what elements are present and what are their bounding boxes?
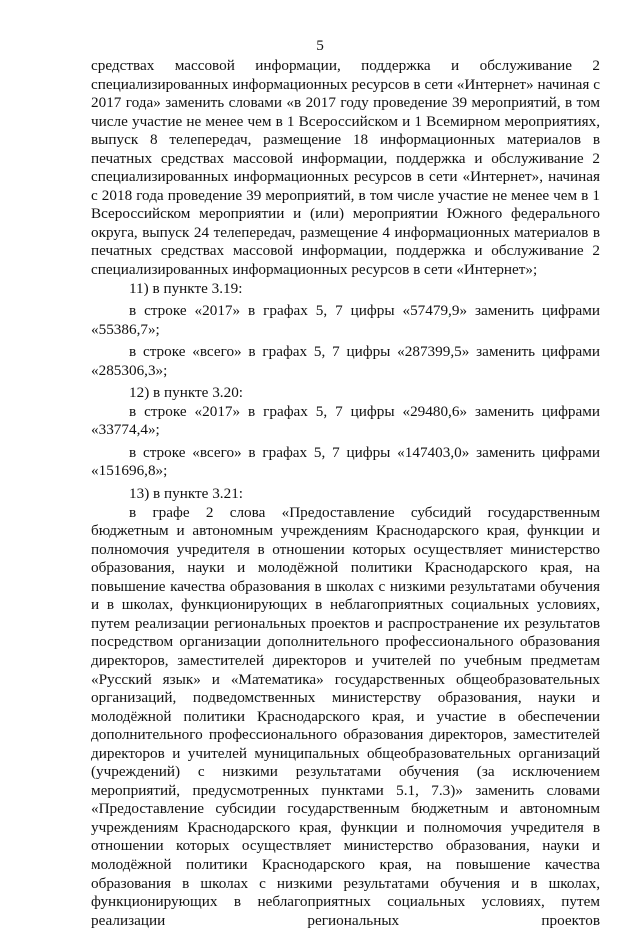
paragraph-item-13: 13) в пункте 3.21: <box>129 485 244 503</box>
paragraph-item-12: 12) в пункте 3.20: <box>129 384 244 402</box>
page-number: 5 <box>316 37 324 54</box>
paragraph-item-12-row-2017: в строке «2017» в графах 5, 7 цифры «29480,6» заменить цифрами «33774,4»; <box>91 402 600 439</box>
paragraph-continuation: средствах массовой информации, поддержка и обслуживание 2 специализированных информационных ресурсов в сети «Интернет» начиная с 2017 года» заменить словами «в 2017 году проведение 39 мероприятий, в том числе участие не менее чем в 1 Всероссийском и 1 Всемирном мероприятиях, выпуск 8 телепередач, размещение 18 информационных материалов в печатных средствах массовой информации, поддержка и обслуживание 2 специализированных информационных ресурсов в сети «Интернет», начиная с 2018 года проведение 39 мероприятий, в том числе участие не менее чем в 1 Всероссийском мероприятии и (или) мероприятии Южного федерального округа, выпуск 24 телепередач, размещение 4 информационных материалов в печатных средствах массовой информации, поддержка и обслуживание 2 специализированных информационных ресурсов в сети «Интернет»; <box>91 57 600 279</box>
paragraph-item-12-row-total: в строке «всего» в графах 5, 7 цифры «147403,0» заменить цифрами «151696,8»; <box>91 443 600 480</box>
paragraph-item-11: 11) в пункте 3.19: <box>129 279 243 297</box>
paragraph-item-11-row-2017: в строке «2017» в графах 5, 7 цифры «57479,9» заменить цифрами «55386,7»; <box>91 302 600 338</box>
paragraph-item-11-row-total: в строке «всего» в графах 5, 7 цифры «287399,5» заменить цифрами «285306,3»; <box>91 343 600 379</box>
paragraph-item-13-text: в графе 2 слова «Предоставление субсидий государственным бюджетным и автономным учреждениям Краснодарского края, функции и полномочия учредителя в отношении которых осуществляет министерство образования, науки и молодёжной политики Краснодарского края, на повышение качества образования в школах с низкими результатами обучения и в школах, функционирующих в неблагоприятных социальных условиях, путем реализации региональных проектов и распространение их результатов посредством организации дополнительного профессионального образования директоров, заместителей директоров и учителей по учебным предметам «Русский язык» и «Математика» государственных общеобразовательных организаций, подведомственных министерству образования, науки и молодёжной политики Краснодарского края, и участие в обеспечении дополнительного профессионального образования директоров, заместителей директоров и учителей муниципальных общеобразовательных организаций (учреждений) с низкими результатами обучения (за исключением мероприятий, предусмотренных пунктами 5.1, 7.3)» заменить словами «Предоставление субсидии государственным бюджетным и автономным учреждениям Краснодарского края, функции и полномочия учредителя в отношении которых осуществляет министерство образования, науки и молодёжной политики Краснодарского края, на повышение качества образования в школах с низкими результатами обучения и в школах, функционирующих в неблагоприятных социальных условиях, путем реализации региональных проектов <box>91 503 600 929</box>
document-body <box>91 57 600 930</box>
